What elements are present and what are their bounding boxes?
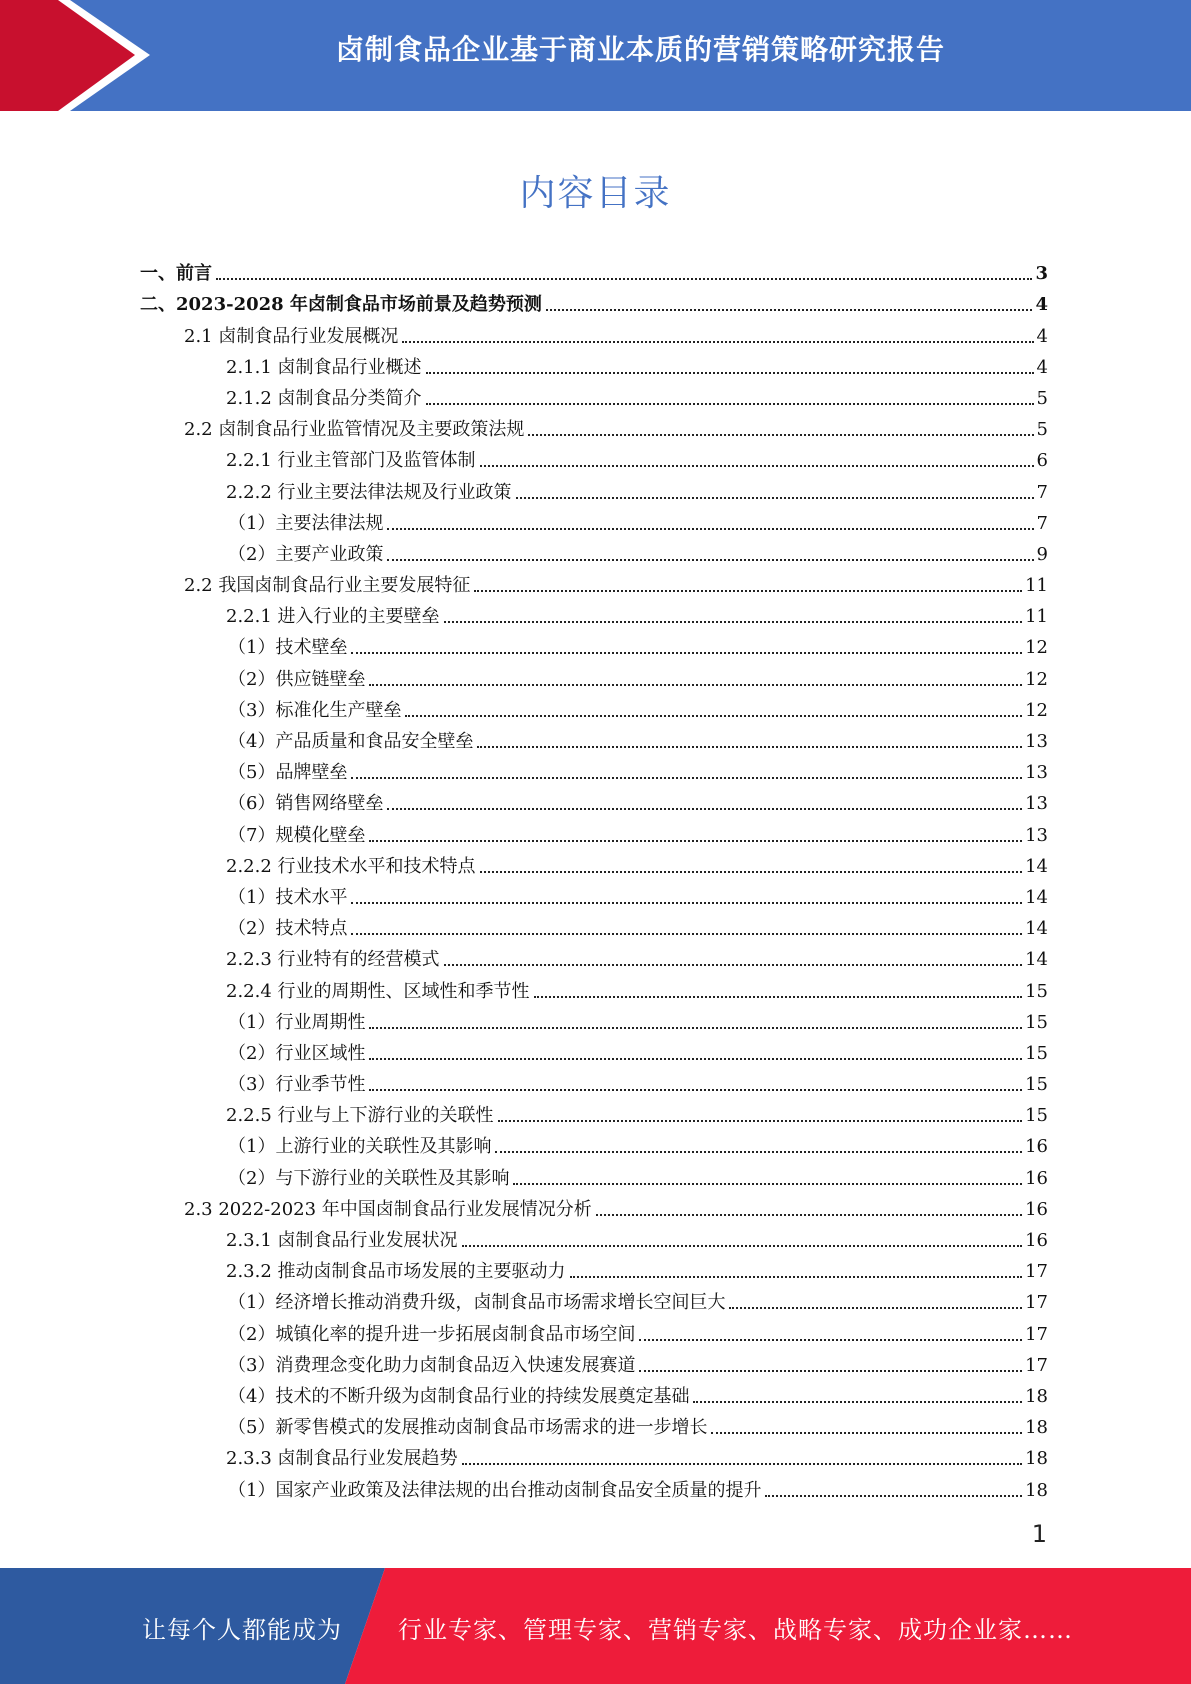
toc-entry-page: 6 [1036, 450, 1048, 472]
toc-entry[interactable] [140, 1439, 1048, 1470]
toc-entry[interactable] [140, 285, 1048, 316]
toc-entry-label: （2）与下游行业的关联性及其影响 [228, 1167, 510, 1189]
toc-entry-page: 15 [1025, 1105, 1048, 1127]
toc-entry-label: 2.2.3 行业特有的经营模式 [226, 949, 440, 971]
toc-entry-label: 二、2023-2028 年卤制食品市场前景及趋势预测 [140, 294, 542, 316]
toc-leader-dots [369, 1027, 1022, 1029]
toc-entry[interactable] [140, 535, 1048, 566]
toc-entry[interactable] [140, 722, 1048, 753]
toc-entry-label: （2）主要产业政策 [228, 543, 384, 565]
toc-leader-dots [369, 684, 1022, 686]
toc-leader-dots [405, 715, 1022, 717]
toc-heading: 内容目录 [519, 173, 672, 214]
toc-entry-page: 14 [1025, 886, 1048, 908]
toc-entry-label: （4）产品质量和食品安全壁垒 [228, 731, 474, 752]
toc-entry-label: 2.3 2022-2023 年中国卤制食品行业发展情况分析 [184, 1198, 592, 1220]
toc-entry-page: 18 [1025, 1479, 1048, 1501]
toc-leader-dots [351, 652, 1022, 654]
toc-entry[interactable] [140, 1003, 1048, 1034]
toc-entry[interactable] [140, 659, 1048, 690]
toc-entry-label: 2.2.2 行业主要法律法规及行业政策 [226, 481, 512, 503]
toc-entry-label: 2.2.1 进入行业的主要壁垒 [226, 606, 440, 628]
toc-entry-page: 17 [1025, 1323, 1048, 1345]
toc-leader-dots [528, 434, 1033, 436]
toc-entry-label: 一、前言 [140, 263, 212, 285]
toc-entry[interactable] [140, 1252, 1048, 1283]
toc-entry-label: （2）技术特点 [228, 918, 348, 940]
toc-entry[interactable] [140, 1190, 1048, 1221]
toc-entry-label: （1）国家产业政策及法律法规的出台推动卤制食品安全质量的提升 [228, 1479, 762, 1501]
toc-leader-dots [369, 840, 1022, 842]
toc-entry-label: 2.2.5 行业与上下游行业的关联性 [226, 1105, 494, 1127]
toc-leader-dots [387, 528, 1033, 530]
toc-leader-dots [402, 341, 1033, 343]
toc-entry-page: 16 [1025, 1136, 1048, 1158]
toc-leader-dots [474, 590, 1022, 592]
toc-entry-page: 4 [1036, 325, 1048, 347]
table-of-contents [140, 254, 1048, 1502]
toc-entry[interactable] [140, 1221, 1048, 1252]
toc-leader-dots [462, 1245, 1023, 1247]
toc-entry-label: （5）品牌壁垒 [228, 762, 348, 784]
toc-leader-dots [693, 1401, 1022, 1403]
toc-leader-dots [351, 933, 1022, 935]
toc-entry[interactable] [140, 504, 1048, 535]
toc-entry-label: （1）上游行业的关联性及其影响 [228, 1136, 492, 1158]
toc-leader-dots [444, 621, 1023, 623]
footer-slogan-right: 行业专家、管理专家、营销专家、战略专家、成功企业家…… [398, 1616, 1073, 1644]
toc-entry-label: （1）行业周期性 [228, 1011, 366, 1033]
toc-entry-label: （6）销售网络壁垒 [228, 793, 384, 815]
toc-entry-label: （1）技术壁垒 [228, 637, 348, 659]
toc-entry[interactable] [140, 1346, 1048, 1377]
toc-leader-dots [570, 1276, 1023, 1278]
header-band [0, 0, 1191, 111]
toc-entry-label: （2）行业区域性 [228, 1042, 366, 1064]
toc-entry[interactable] [140, 1065, 1048, 1096]
toc-leader-dots [516, 497, 1034, 499]
toc-entry[interactable] [140, 441, 1048, 472]
toc-leader-dots [477, 746, 1022, 748]
toc-entry[interactable] [140, 971, 1048, 1002]
toc-entry-label: 2.2 我国卤制食品行业主要发展特征 [184, 575, 471, 597]
report-title: 卤制食品企业基于商业本质的营销策略研究报告 [335, 33, 945, 66]
toc-entry[interactable] [140, 1034, 1048, 1065]
toc-entry-page: 13 [1025, 824, 1048, 846]
toc-entry-page: 9 [1036, 543, 1048, 565]
toc-entry-page: 18 [1025, 1448, 1048, 1470]
toc-leader-dots [426, 403, 1034, 405]
toc-entry-page: 16 [1025, 1230, 1048, 1251]
toc-leader-dots [369, 1089, 1022, 1091]
toc-entry[interactable] [140, 1127, 1048, 1158]
toc-entry-label: （3）行业季节性 [228, 1074, 366, 1096]
toc-entry-label: 2.1.1 卤制食品行业概述 [226, 356, 422, 378]
toc-leader-dots [639, 1370, 1022, 1372]
toc-entry[interactable] [140, 940, 1048, 971]
toc-entry[interactable] [140, 254, 1048, 285]
header-arrow-decoration [0, 0, 160, 111]
toc-entry-page: 17 [1025, 1261, 1048, 1283]
toc-entry[interactable] [140, 1314, 1048, 1345]
toc-entry-page: 15 [1025, 1042, 1048, 1064]
toc-leader-dots [387, 808, 1022, 810]
toc-leader-dots [513, 1183, 1022, 1185]
toc-entry[interactable] [140, 753, 1048, 784]
toc-entry-page: 12 [1025, 668, 1048, 690]
toc-entry[interactable] [140, 1158, 1048, 1189]
toc-entry[interactable] [140, 691, 1048, 722]
toc-entry-page: 17 [1025, 1354, 1048, 1376]
toc-entry-label: 2.3.1 卤制食品行业发展状况 [226, 1230, 458, 1251]
toc-entry[interactable] [140, 878, 1048, 909]
toc-entry-page: 15 [1025, 980, 1048, 1002]
toc-leader-dots [498, 1120, 1023, 1122]
toc-entry[interactable] [140, 1283, 1048, 1314]
toc-leader-dots [546, 309, 1033, 311]
toc-entry-page: 13 [1025, 731, 1048, 752]
toc-entry-page: 15 [1025, 1074, 1048, 1096]
toc-entry[interactable] [140, 815, 1048, 846]
toc-entry[interactable] [140, 628, 1048, 659]
toc-leader-dots [351, 777, 1022, 779]
toc-leader-dots [480, 465, 1034, 467]
page-number: 1 [1031, 1520, 1047, 1548]
toc-entry-page: 14 [1025, 949, 1048, 971]
toc-entry-page: 14 [1025, 918, 1048, 940]
toc-entry-label: 2.2.4 行业的周期性、区域性和季节性 [226, 980, 530, 1002]
toc-entry-page: 4 [1035, 294, 1048, 316]
toc-entry-label: （1）技术水平 [228, 886, 348, 908]
toc-entry[interactable] [140, 1377, 1048, 1408]
toc-leader-dots [426, 372, 1034, 374]
toc-entry[interactable] [140, 597, 1048, 628]
toc-entry-label: （1）经济增长推动消费升级，卤制食品市场需求增长空间巨大 [228, 1292, 726, 1314]
toc-entry-page: 17 [1025, 1292, 1048, 1314]
toc-entry-page: 14 [1025, 855, 1048, 877]
toc-entry-label: （5）新零售模式的发展推动卤制食品市场需求的进一步增长 [228, 1417, 708, 1439]
toc-leader-dots [462, 1463, 1023, 1465]
toc-entry[interactable] [140, 348, 1048, 379]
footer-banner [0, 1568, 1191, 1684]
toc-leader-dots [387, 559, 1033, 561]
toc-entry-label: （7）规模化壁垒 [228, 824, 366, 846]
toc-entry-page: 11 [1025, 575, 1048, 597]
footer-slogan-left: 让每个人都能成为 [142, 1616, 342, 1644]
toc-entry-label: 2.1.2 卤制食品分类简介 [226, 387, 422, 409]
toc-entry-label: 2.2.1 行业主管部门及监管体制 [226, 450, 476, 472]
toc-entry-page: 5 [1036, 419, 1048, 441]
toc-entry[interactable] [140, 784, 1048, 815]
toc-entry-page: 4 [1036, 356, 1048, 378]
toc-leader-dots [534, 996, 1023, 998]
toc-entry-label: （2）供应链壁垒 [228, 668, 366, 690]
toc-entry-page: 3 [1035, 263, 1048, 285]
toc-entry-label: （3）标准化生产壁垒 [228, 699, 402, 721]
toc-leader-dots [639, 1339, 1022, 1341]
toc-leader-dots [596, 1214, 1022, 1216]
toc-entry[interactable] [140, 566, 1048, 597]
toc-entry-page: 13 [1025, 793, 1048, 815]
toc-leader-dots [495, 1151, 1022, 1153]
toc-entry[interactable] [140, 847, 1048, 878]
toc-leader-dots [216, 278, 1032, 280]
toc-entry-page: 7 [1036, 512, 1048, 534]
toc-entry-page: 16 [1025, 1198, 1048, 1220]
toc-entry-label: 2.2 卤制食品行业监管情况及主要政策法规 [184, 419, 525, 441]
toc-entry-page: 7 [1036, 481, 1048, 503]
toc-entry-label: 2.3.3 卤制食品行业发展趋势 [226, 1448, 458, 1470]
toc-entry-page: 12 [1025, 637, 1048, 659]
toc-entry-page: 13 [1025, 762, 1048, 784]
toc-entry-label: （3）消费理念变化助力卤制食品迈入快速发展赛道 [228, 1354, 636, 1376]
toc-entry-label: 2.2.2 行业技术水平和技术特点 [226, 855, 476, 877]
toc-leader-dots [351, 902, 1022, 904]
toc-entry-page: 5 [1036, 387, 1048, 409]
toc-entry[interactable] [140, 410, 1048, 441]
toc-leader-dots [729, 1307, 1022, 1309]
toc-entry-page: 15 [1025, 1011, 1048, 1033]
toc-entry[interactable] [140, 1096, 1048, 1127]
toc-entry-page: 16 [1025, 1167, 1048, 1189]
toc-entry-page: 18 [1025, 1385, 1048, 1407]
toc-entry-label: （4）技术的不断升级为卤制食品行业的持续发展奠定基础 [228, 1385, 690, 1407]
toc-entry[interactable] [140, 1470, 1048, 1501]
toc-entry[interactable] [140, 909, 1048, 940]
toc-entry[interactable] [140, 1408, 1048, 1439]
toc-entry[interactable] [140, 379, 1048, 410]
toc-leader-dots [711, 1432, 1022, 1434]
toc-entry-page: 11 [1025, 606, 1048, 628]
toc-leader-dots [765, 1495, 1022, 1497]
toc-entry-page: 18 [1025, 1417, 1048, 1439]
toc-leader-dots [480, 871, 1023, 873]
toc-entry-label: （2）城镇化率的提升进一步拓展卤制食品市场空间 [228, 1323, 636, 1345]
toc-entry[interactable] [140, 316, 1048, 347]
toc-entry-page: 12 [1025, 699, 1048, 721]
toc-entry-label: 2.1 卤制食品行业发展概况 [184, 325, 399, 347]
toc-entry-label: （1）主要法律法规 [228, 512, 384, 534]
toc-leader-dots [444, 964, 1023, 966]
toc-entry[interactable] [140, 472, 1048, 503]
toc-leader-dots [369, 1058, 1022, 1060]
toc-entry-label: 2.3.2 推动卤制食品市场发展的主要驱动力 [226, 1261, 566, 1283]
